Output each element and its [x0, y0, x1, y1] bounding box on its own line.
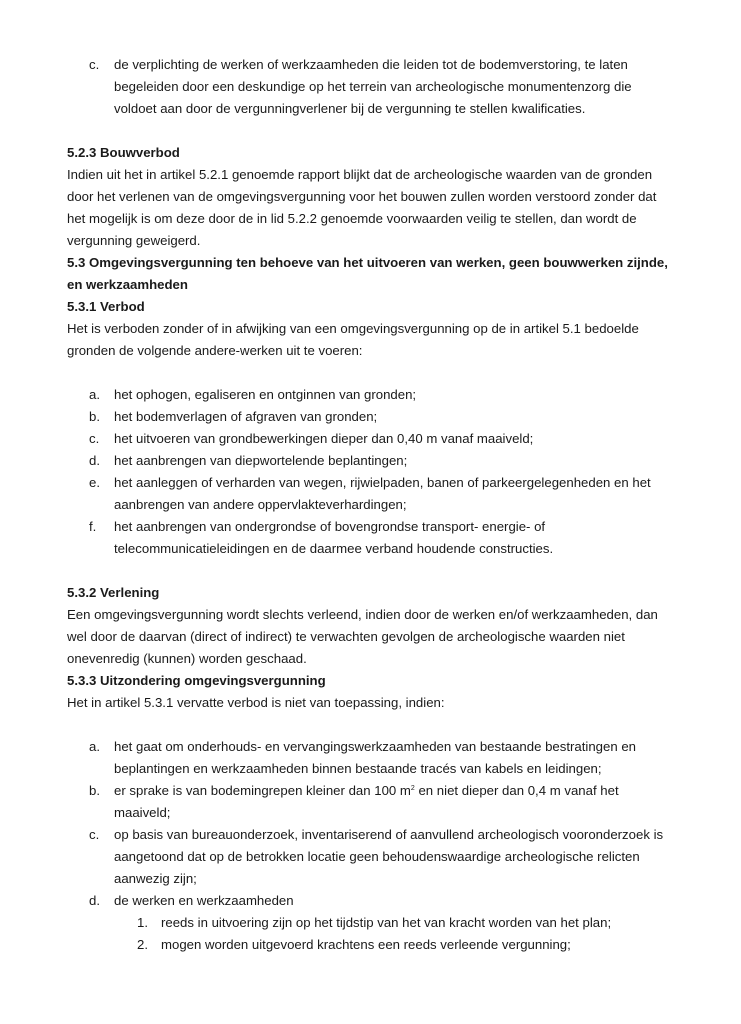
sub-list-item	[67, 912, 675, 934]
section-text-5-3-3: Het in artikel 5.3.1 vervatte verbod is niet van toepassing, indien:	[67, 695, 445, 710]
list-text-part: en niet dieper dan 0,4 m vanaf het maaiveld;	[114, 783, 619, 820]
list-marker: b.	[89, 783, 100, 798]
list-item	[67, 406, 675, 428]
list-marker: c.	[89, 57, 100, 72]
list-text: het aanleggen of verharden van wegen, rijwielpaden, banen of parkeergelegenheden en het aanbrengen van andere oppervlakteverhardingen;	[114, 475, 651, 512]
list-text-part: er sprake is van bodemingrepen kleiner dan 100 m	[114, 783, 411, 798]
section-heading-5-3-1: 5.3.1 Verbod	[67, 299, 145, 314]
list-marker: c.	[89, 431, 100, 446]
list-text: het aanbrengen van ondergrondse of bovengrondse transport- energie- of telecommunicatieleidingen en de daarmee verband houdende constructies.	[114, 519, 554, 556]
superscript: 2	[410, 785, 415, 792]
list-5-3-3	[67, 736, 675, 956]
list-item	[67, 736, 675, 780]
list-text: het bodemverlagen of afgraven van gronden;	[114, 409, 378, 424]
list-text: de verplichting de werken of werkzaamheden die leiden tot de bodemverstoring, te laten begeleiden door een deskundige op het terrein van archeologische monumentenzorg die voldoet aan door de vergunningverlener bij de vergunning te stellen kwalificaties.	[114, 57, 632, 116]
list-item	[67, 890, 675, 912]
list-item	[67, 384, 675, 406]
section-heading-5-3-2: 5.3.2 Verlening	[67, 585, 160, 600]
section-text-5-3-2: Een omgevingsvergunning wordt slechts verleend, indien door de werken en/of werkzaamheden, dan wel door de daarvan (direct of indirect) te verwachten gevolgen de archeologische waarden niet onevenredig (kunnen) worden geschaad.	[67, 607, 658, 666]
list-marker: d.	[89, 453, 100, 468]
list-marker: 2.	[137, 937, 148, 952]
list-text: de werken en werkzaamheden	[114, 893, 294, 908]
list-item	[67, 780, 675, 824]
list-text: het ophogen, egaliseren en ontginnen van gronden;	[114, 387, 417, 402]
list-marker: d.	[89, 893, 100, 908]
list-text: mogen worden uitgevoerd krachtens een reeds verleende vergunning;	[161, 937, 571, 952]
section-heading-5-2-3: 5.2.3 Bouwverbod	[67, 145, 180, 160]
list-marker: a.	[89, 739, 100, 754]
list-item	[67, 450, 675, 472]
list-text: op basis van bureauonderzoek, inventariserend of aanvullend archeologisch vooronderzoek is aangetoond dat op de betrokken locatie geen behoudenswaardige archeologische relicten aanwezig zijn;	[114, 827, 664, 886]
list-marker: f.	[89, 519, 97, 534]
document-page	[67, 54, 675, 956]
list-item	[67, 824, 675, 890]
section-heading-5-3-3: 5.3.3 Uitzondering omgevingsvergunning	[67, 673, 326, 688]
list-marker: e.	[89, 475, 100, 490]
sub-list-item	[67, 934, 675, 956]
list-text: het uitvoeren van grondbewerkingen dieper dan 0,40 m vanaf maaiveld;	[114, 431, 534, 446]
list-marker: c.	[89, 827, 100, 842]
list-text: reeds in uitvoering zijn op het tijdstip van het van kracht worden van het plan;	[161, 915, 612, 930]
list-text: het gaat om onderhouds- en vervangingswerkzaamheden van bestaande bestratingen en beplantingen en werkzaamheden binnen bestaande tracés van kabels en leidingen;	[114, 739, 636, 776]
list-marker: 1.	[137, 915, 148, 930]
list-item	[67, 54, 675, 120]
section-text-5-3-1: Het is verboden zonder of in afwijking van een omgevingsvergunning op de in artikel 5.1 bedoelde gronden de volgende andere-werken uit te voeren:	[67, 321, 639, 358]
list-text: het aanbrengen van diepwortelende beplantingen;	[114, 453, 408, 468]
list-text	[114, 783, 619, 820]
list-item	[67, 428, 675, 450]
section-heading-5-3: 5.3 Omgevingsvergunning ten behoeve van het uitvoeren van werken, geen bouwwerken zijnde, en werkzaamheden	[67, 255, 668, 292]
list-marker: b.	[89, 409, 100, 424]
section-text-5-2-3: Indien uit het in artikel 5.2.1 genoemde rapport blijkt dat de archeologische waarden van de gronden door het verlenen van de omgevingsvergunning voor het bouwen zullen worden verstoord zonder dat het mogelijk is om deze door de in lid 5.2.2 genoemde voorwaarden veilig te stellen, dan wordt de vergunning geweigerd.	[67, 167, 657, 248]
list-marker: a.	[89, 387, 100, 402]
list-5-3-1	[67, 384, 675, 560]
list-item	[67, 516, 675, 560]
list-item	[67, 472, 675, 516]
